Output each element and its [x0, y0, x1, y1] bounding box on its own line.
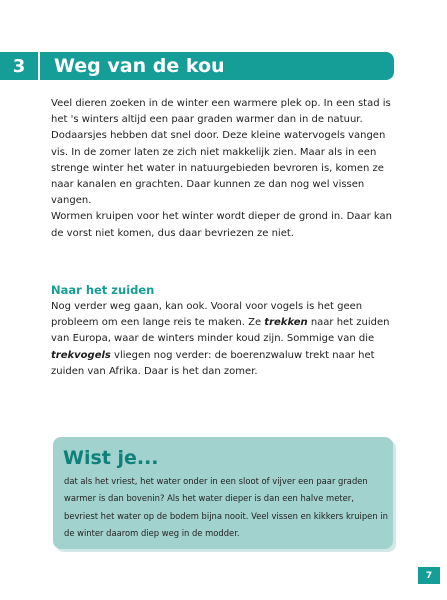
chapter-number: 3: [0, 52, 40, 80]
intro-paragraph-1: Veel dieren zoeken in de winter een warmere plek op. In een stad is het 's winters altijd een paar graden warmer dan in de natuur. Dodaarsjes hebben dat snel door. Deze kleine watervogels vangen vis. In de zomer laten ze zich niet makkelijk zien. Maar als in een strenge winter het water in natuurgebieden bevroren is, komen ze naar kanalen en grachten. Daar kunnen ze dan nog wel vissen vangen.: [51, 98, 391, 207]
page-number: 7: [418, 567, 440, 584]
intro-text: [51, 96, 401, 242]
wist-je-title: Wist je...: [63, 447, 159, 469]
section-heading: Naar het zuiden: [51, 283, 155, 297]
term-trekvogels: trekvogels: [51, 349, 111, 361]
chapter-header: [0, 52, 394, 80]
section-paragraph: [51, 299, 401, 380]
section-text-part-3: vliegen nog verder: de boerenzwaluw trekt naar het zuiden van Afrika. Daar is het dan zomer.: [51, 349, 375, 377]
section-text-part-2: naar het zuiden van Europa, waar de winters minder koud zijn. Sommige van die: [51, 317, 390, 345]
section-text: [51, 299, 401, 380]
wist-je-box: [53, 437, 393, 549]
term-trekken: trekken: [264, 317, 308, 329]
intro-paragraph-2: Wormen kruipen voor het winter wordt dieper de grond in. Daar kan de vorst niet komen, dus daar bevriezen ze niet.: [51, 211, 392, 239]
section-text-part-1: Nog verder weg gaan, kan ook. Vooral voor vogels is het geen probleem om een lange reis te maken. Ze: [51, 301, 363, 329]
wist-je-text: dat als het vriest, het water onder in een sloot of vijver een paar graden warmer is dan bovenin? Als het water dieper is dan een halve meter, bevriest het water op de bodem bijna nooit. Veel vissen en kikkers kruipen in de winter daarom diep weg in de modder.: [64, 476, 388, 539]
chapter-title: Weg van de kou: [54, 55, 225, 77]
